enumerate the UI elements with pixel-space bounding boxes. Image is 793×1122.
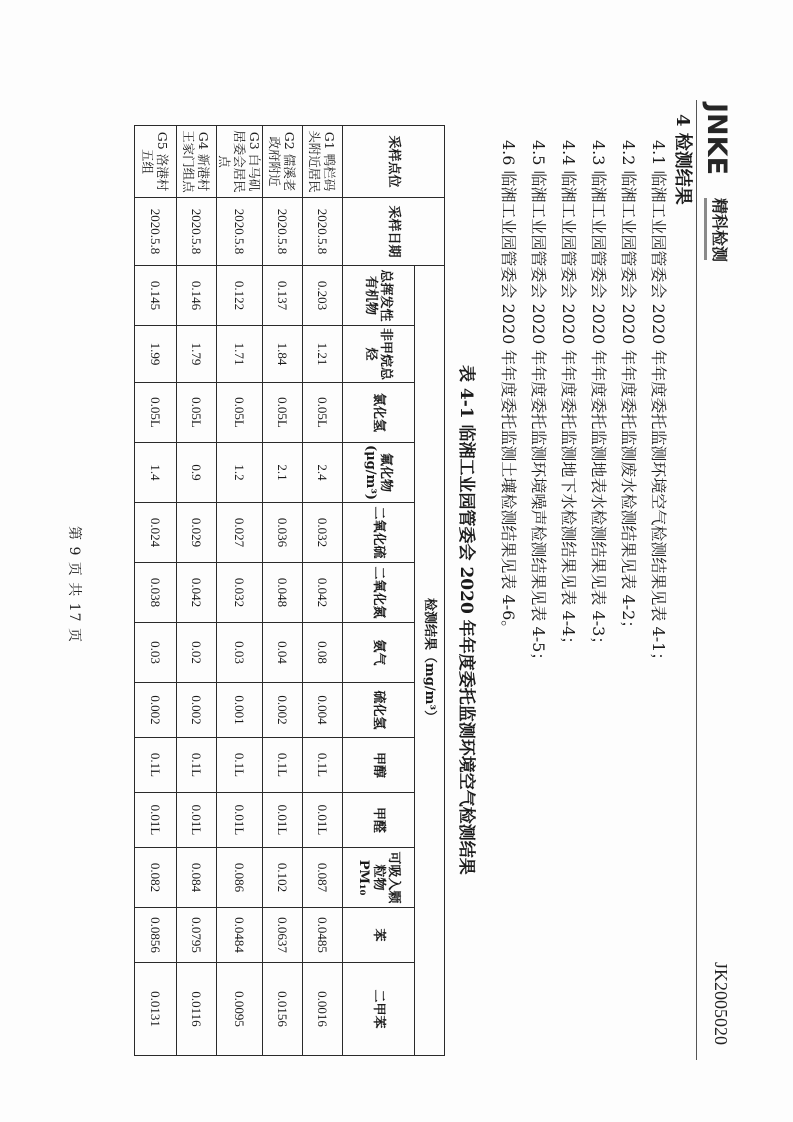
fluoride-header-label: 氟化物 — [378, 452, 394, 492]
sampling-date-cell: 2020.5.8 — [303, 198, 343, 266]
pm10-value-cell: 0.102 — [263, 848, 303, 908]
formaldehyde-header: 甲醛 — [343, 793, 415, 848]
sampling-date-cell: 2020.5.8 — [217, 198, 263, 266]
table-header-row — [343, 126, 415, 1056]
hcl-value-cell: 0.05L — [177, 383, 217, 443]
xylene-value-cell: 0.0156 — [263, 963, 303, 1056]
sampling-date-header: 采样日期 — [343, 198, 445, 266]
document-number: JK2005020 — [711, 962, 731, 1046]
methanol-value-cell: 0.1L — [135, 738, 177, 793]
air-quality-table — [134, 125, 445, 1056]
sampling-site-cell: G2 儒溪老政府附近 — [263, 126, 303, 198]
pm10-header: 可吸入颗粒物 PM₁₀ — [343, 848, 415, 908]
nmhc-value-cell: 1.21 — [303, 326, 343, 383]
table-header-row — [415, 126, 445, 1056]
methanol-value-cell: 0.1L — [177, 738, 217, 793]
benzene-header: 苯 — [343, 908, 415, 963]
table-row — [217, 126, 263, 1056]
hcl-value-cell: 0.05L — [263, 383, 303, 443]
nmhc-value-cell: 1.84 — [263, 326, 303, 383]
list-item: 4.2 临湘工业园管委会 2020 年年度委托监测废水检测结果见表 4-2； — [619, 140, 638, 637]
list-item: 4.4 临湘工业园管委会 2020 年年度委托监测地下水检测结果见表 4-4； — [559, 140, 578, 653]
nmhc-value-cell: 1.99 — [135, 326, 177, 383]
table-title: 表 4-1 临湘工业园管委会 2020 年年度委托监测环境空气检测结果 — [456, 365, 476, 875]
table-row — [263, 126, 303, 1056]
h2s-value-cell: 0.004 — [303, 683, 343, 738]
methanol-value-cell: 0.1L — [217, 738, 263, 793]
sampling-site-cell: G1 鸭栏码头附近居民 — [303, 126, 343, 198]
logo-tagline-bar — [704, 198, 707, 260]
ammonia-value-cell: 0.02 — [177, 623, 217, 683]
nmhc-header: 非甲烷总烃 — [343, 326, 415, 383]
xylene-header: 二甲苯 — [343, 963, 415, 1056]
list-item: 4.1 临湘工业园管委会 2020 年年度委托监测环境空气检测结果见表 4-1； — [649, 140, 668, 669]
xylene-value-cell: 0.0131 — [135, 963, 177, 1056]
list-item: 4.3 临湘工业园管委会 2020 年年度委托监测地表水检测结果见表 4-3； — [589, 140, 608, 653]
table-row — [303, 126, 343, 1056]
benzene-value-cell: 0.0637 — [263, 908, 303, 963]
no2-value-cell: 0.032 — [217, 563, 263, 623]
tvoc-header: 总挥发性有机物 — [343, 266, 415, 326]
hcl-value-cell: 0.05L — [217, 383, 263, 443]
no2-value-cell: 0.042 — [303, 563, 343, 623]
formaldehyde-value-cell: 0.01L — [217, 793, 263, 848]
fluoride-value-cell: 1.4 — [135, 443, 177, 503]
so2-value-cell: 0.036 — [263, 503, 303, 563]
ammonia-value-cell: 0.04 — [263, 623, 303, 683]
pm10-value-cell: 0.086 — [217, 848, 263, 908]
ammonia-value-cell: 0.08 — [303, 623, 343, 683]
fluoride-header-unit: (μg/m³) — [363, 444, 379, 501]
pm10-value-cell: 0.087 — [303, 848, 343, 908]
no2-header: 二氧化氮 — [343, 563, 415, 623]
sampling-site-cell: G5 洛港村五组 — [135, 126, 177, 198]
ammonia-value-cell: 0.03 — [217, 623, 263, 683]
sampling-site-cell: G4 新港村王家门组点 — [177, 126, 217, 198]
table-row — [135, 126, 177, 1056]
list-item: 4.6 临湘工业园管委会 2020 年年度委托监测土壤检测结果见表 4-6。 — [499, 140, 518, 637]
sampling-date-cell: 2020.5.8 — [135, 198, 177, 266]
tvoc-value-cell: 0.145 — [135, 266, 177, 326]
no2-value-cell: 0.042 — [177, 563, 217, 623]
page-number: 第 9 页 共 17 页 — [66, 526, 82, 643]
formaldehyde-value-cell: 0.01L — [135, 793, 177, 848]
xylene-value-cell: 0.0116 — [177, 963, 217, 1056]
no2-value-cell: 0.038 — [135, 563, 177, 623]
hcl-header: 氯化氢 — [343, 383, 415, 443]
table-row — [177, 126, 217, 1056]
logo-mark: JNKE — [701, 103, 732, 176]
no2-value-cell: 0.048 — [263, 563, 303, 623]
fluoride-value-cell: 2.1 — [263, 443, 303, 503]
so2-value-cell: 0.024 — [135, 503, 177, 563]
nmhc-value-cell: 1.79 — [177, 326, 217, 383]
fluoride-header — [343, 443, 415, 503]
sampling-date-cell: 2020.5.8 — [177, 198, 217, 266]
ammonia-header: 氨气 — [343, 623, 415, 683]
fluoride-value-cell: 1.2 — [217, 443, 263, 503]
h2s-value-cell: 0.002 — [263, 683, 303, 738]
formaldehyde-value-cell: 0.01L — [177, 793, 217, 848]
list-item: 4.5 临湘工业园管委会 2020 年年度委托监测环境噪声检测结果见表 4-5； — [529, 140, 548, 669]
tvoc-value-cell: 0.122 — [217, 266, 263, 326]
benzene-value-cell: 0.0484 — [217, 908, 263, 963]
so2-header: 二氧化硫 — [343, 503, 415, 563]
tvoc-value-cell: 0.137 — [263, 266, 303, 326]
tvoc-value-cell: 0.203 — [303, 266, 343, 326]
header-divider — [696, 100, 697, 1060]
xylene-value-cell: 0.0095 — [217, 963, 263, 1056]
results-group-header: 检测结果（mg/m³） — [415, 266, 445, 1056]
xylene-value-cell: 0.0016 — [303, 963, 343, 1056]
formaldehyde-value-cell: 0.01L — [263, 793, 303, 848]
benzene-value-cell: 0.0795 — [177, 908, 217, 963]
benzene-value-cell: 0.0856 — [135, 908, 177, 963]
methanol-header: 甲醇 — [343, 738, 415, 793]
h2s-value-cell: 0.001 — [217, 683, 263, 738]
tvoc-value-cell: 0.146 — [177, 266, 217, 326]
so2-value-cell: 0.027 — [217, 503, 263, 563]
benzene-value-cell: 0.0485 — [303, 908, 343, 963]
h2s-header: 硫化氢 — [343, 683, 415, 738]
hcl-value-cell: 0.05L — [303, 383, 343, 443]
pm10-value-cell: 0.082 — [135, 848, 177, 908]
methanol-value-cell: 0.1L — [303, 738, 343, 793]
sampling-date-cell: 2020.5.8 — [263, 198, 303, 266]
ammonia-value-cell: 0.03 — [135, 623, 177, 683]
section-heading: 4 检测结果 — [672, 114, 693, 205]
fluoride-value-cell: 2.4 — [303, 443, 343, 503]
so2-value-cell: 0.032 — [303, 503, 343, 563]
methanol-value-cell: 0.1L — [263, 738, 303, 793]
sampling-site-cell: G3 白马矶居委会居民点 — [217, 126, 263, 198]
hcl-value-cell: 0.05L — [135, 383, 177, 443]
sampling-site-header: 采样点位 — [343, 126, 445, 198]
logo-name: 精科检测 — [710, 198, 729, 263]
h2s-value-cell: 0.002 — [135, 683, 177, 738]
formaldehyde-value-cell: 0.01L — [303, 793, 343, 848]
so2-value-cell: 0.029 — [177, 503, 217, 563]
fluoride-value-cell: 0.9 — [177, 443, 217, 503]
nmhc-value-cell: 1.71 — [217, 326, 263, 383]
pm10-value-cell: 0.084 — [177, 848, 217, 908]
h2s-value-cell: 0.002 — [177, 683, 217, 738]
